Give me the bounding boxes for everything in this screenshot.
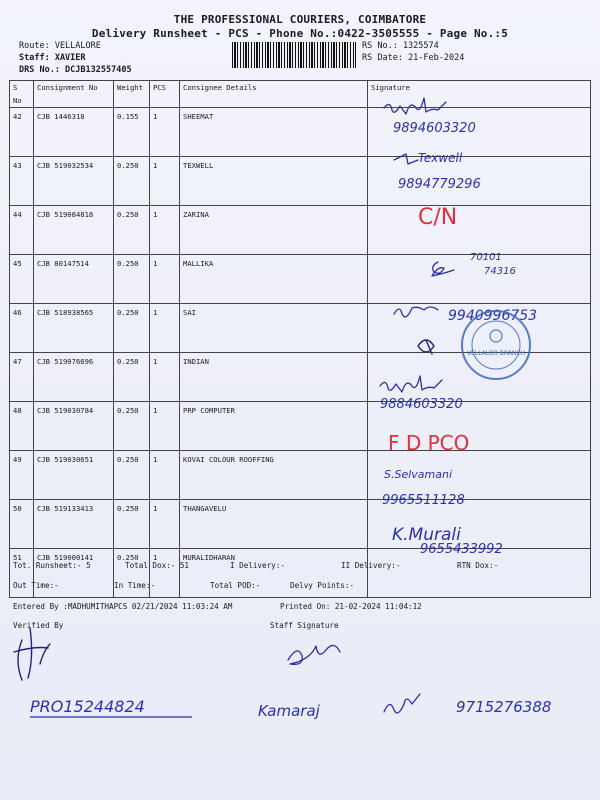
cell-consignee: TEXWELL [180,157,368,206]
cell-sno: 46 [10,304,34,353]
cell-sno: 45 [10,255,34,304]
cell-weight: 0.250 [114,549,150,598]
total-pod: Total POD:- [210,581,261,590]
handwritten-name: Texwell [418,151,463,165]
signature-scribble [384,694,420,713]
col-signature: Signature [368,81,591,108]
handwritten-number: 70101 [470,252,502,263]
cell-weight: 0.250 [114,255,150,304]
cell-consignment: CJB 519032534 [34,157,114,206]
cell-consignee: SAI [180,304,368,353]
cell-consignee: SHEEMAT [180,108,368,157]
handwritten-phone: 9884603320 [380,397,463,412]
drs-number: DRS No.: DCJB132557405 [19,65,132,75]
rtn-dox: RTN Dox:- [457,561,499,570]
signature-scribble [384,98,446,114]
i-delivery: I Delivery:- [230,561,285,570]
entered-by: Entered By :MADHUMITHAPCS 02/21/2024 11:03:24 AM [13,602,233,611]
runsheet-subtitle: Delivery Runsheet - PCS - Phone No.:0422-3505555 - Page No.:5 [91,27,509,40]
handwritten-name: K.Murali [392,525,461,545]
stamp-text: VELLALOR BRANCH [466,350,526,357]
branch-stamp [462,311,530,379]
col-sno: S No [10,81,34,108]
cell-weight: 0.250 [114,206,150,255]
signature-scribble [432,262,454,276]
staff-signature-scribble [288,645,340,664]
cell-sno: 44 [10,206,34,255]
handwritten-number: 74316 [484,266,516,277]
cell-consignment: CJB 518938565 [34,304,114,353]
cell-pcs: 1 [150,353,180,402]
cell-consignee: KOVAI COLOUR ROOFFING [180,451,368,500]
handwritten-phone: 9894603320 [393,121,476,136]
cell-pcs: 1 [150,157,180,206]
cell-weight: 0.250 [114,500,150,549]
handwritten-cn-mark: C/N [418,205,458,230]
handwritten-phone: 9655433992 [420,542,503,557]
cell-pcs: 1 [150,108,180,157]
in-time: In Time:- [114,581,156,590]
total-dox: Total Dox:- 51 [125,561,190,570]
handwritten-pro-id: PRO15244824 [30,697,145,716]
col-consignment: Consignment No [34,81,114,108]
staff-signature-label: Staff Signature [270,621,339,630]
signature-scribble [394,307,438,317]
cell-pcs: 1 [150,500,180,549]
rs-number: RS No.: 1325574 [362,41,439,51]
verified-by-label: Verified By [13,621,64,630]
company-title: THE PROFESSIONAL COURIERS, COIMBATORE [173,13,427,26]
cell-sno: 48 [10,402,34,451]
cell-consignment: CJB 519030651 [34,451,114,500]
handwritten-phone: 9965511128 [382,493,465,508]
delvy-points: Delvy Points:- [290,581,355,590]
col-pcs: PCS [150,81,180,108]
handwritten-fd-pco: F D PCO [388,431,470,455]
ii-delivery: II Delivery:- [341,561,401,570]
signature-scribble [418,340,434,354]
handwritten-name: Kamaraj [258,702,320,720]
handwritten-phone: 9715276388 [456,698,552,716]
cell-consignment: CJB 1446318 [34,108,114,157]
cell-consignee: ZARINA [180,206,368,255]
cell-weight: 0.250 [114,304,150,353]
cell-weight: 0.250 [114,451,150,500]
cell-consignment: CJB 80147514 [34,255,114,304]
cell-consignee: INDIAN [180,353,368,402]
rs-date: RS Date: 21-Feb-2024 [362,53,465,63]
cell-consignment: CJB 519084818 [34,206,114,255]
cell-sno: 51 [10,549,34,598]
signature-scribble [394,154,418,164]
signature-scribble [380,376,442,392]
staff-label: Staff: XAVIER [19,53,86,63]
tot-runsheet: Tot. Runsheet:- 5 [13,561,91,570]
cell-weight: 0.250 [114,402,150,451]
out-time: Out Time:- [13,581,59,590]
cell-weight: 0.250 [114,157,150,206]
handwritten-name: S.Selvamani [384,468,453,481]
cell-pcs: 1 [150,206,180,255]
cell-consignment: CJB 519030784 [34,402,114,451]
cell-sno: 47 [10,353,34,402]
route-label: Route: VELLALORE [19,41,101,51]
col-weight: Weight [114,81,150,108]
printed-on: Printed On: 21-02-2024 11:04:12 [280,602,422,611]
cell-pcs: 1 [150,255,180,304]
cell-pcs: 1 [150,451,180,500]
verified-signature [14,628,50,680]
cell-consignee: MURALIDHARAN [180,549,368,598]
cell-consignee: THANGAVELU [180,500,368,549]
cell-sno: 50 [10,500,34,549]
cell-consignment: CJB 519076696 [34,353,114,402]
cell-sno: 49 [10,451,34,500]
cell-consignment: CJB 519000141 [34,549,114,598]
handwritten-phone: 9940996753 [448,308,538,324]
cell-consignee: MALLIKA [180,255,368,304]
cell-pcs: 1 [150,402,180,451]
cell-weight: 0.155 [114,108,150,157]
cell-sno: 42 [10,108,34,157]
cell-consignee: PRP COMPUTER [180,402,368,451]
cell-sno: 43 [10,157,34,206]
col-consignee: Consignee Details [180,81,368,108]
cell-pcs: 1 [150,304,180,353]
cell-weight: 0.250 [114,353,150,402]
cell-pcs: 1 [150,549,180,598]
cell-consignment: CJB 519133413 [34,500,114,549]
handwritten-phone: 9894779296 [398,177,481,192]
